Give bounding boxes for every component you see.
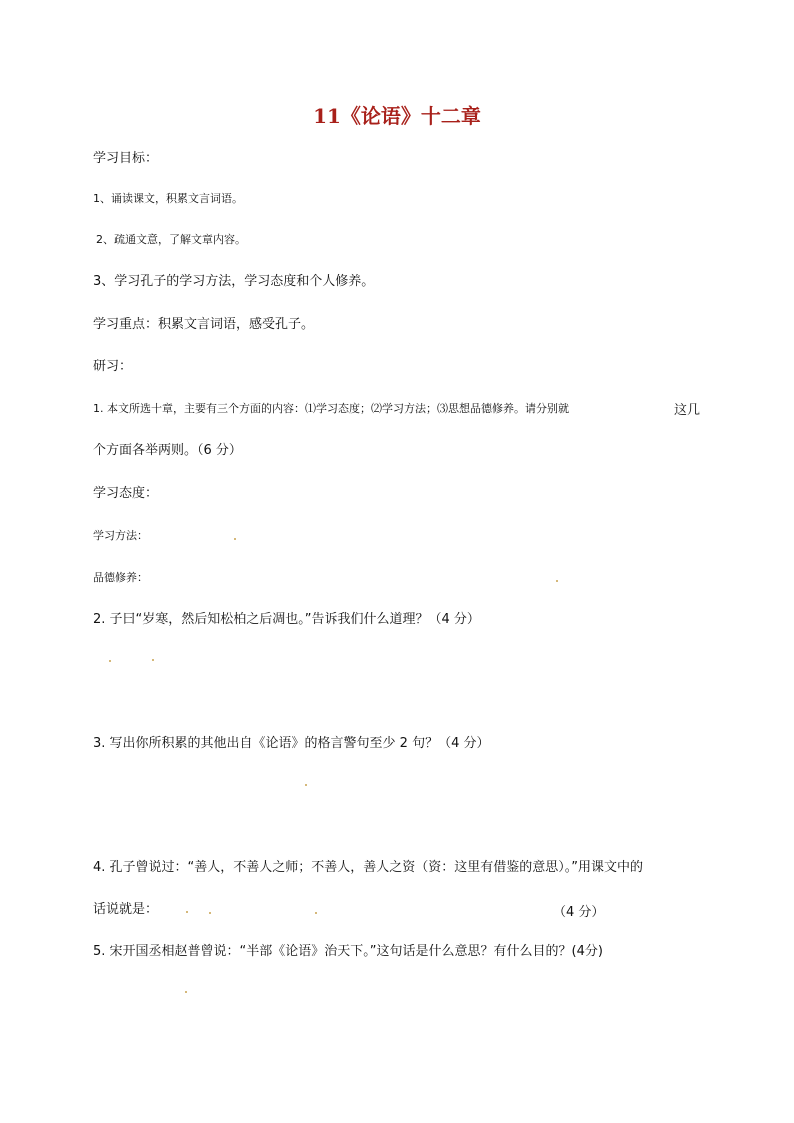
answer-label-virtue: 品德修养： xyxy=(93,571,148,584)
question-4-text: 4. 孔子曾说过：“善人，不善人之师；不善人，善人之资（资：这里有借鉴的意思）。”用课文中的 xyxy=(93,860,644,875)
question-4-text-cont: 话说就是： xyxy=(93,902,159,917)
objective-3: 3、学习孔子的学习方法，学习态度和个人修养。 xyxy=(93,274,375,289)
answer-mark xyxy=(185,991,187,993)
answer-mark xyxy=(186,911,188,913)
question-1-text-end: 这几 xyxy=(674,403,701,418)
key-points: 学习重点：积累文言词语，感受孔子。 xyxy=(93,317,315,332)
answer-mark xyxy=(209,912,211,914)
objective-1: 1、诵读课文，积累文言词语。 xyxy=(93,192,243,205)
answer-label-attitude: 学习态度： xyxy=(93,486,159,501)
question-5: 5. 宋开国丞相赵普曾说：“半部《论语》治天下。”这句话是什么意思？有什么目的？(4分) xyxy=(93,944,603,959)
question-1-text-cont: 个方面各举两则。（6 分） xyxy=(93,443,242,458)
question-2: 2. 子曰“岁寒，然后知松柏之后凋也。”告诉我们什么道理？（4 分） xyxy=(93,612,480,627)
objectives-heading: 学习目标： xyxy=(93,151,159,166)
answer-mark xyxy=(305,784,307,786)
question-4-score: （4 分） xyxy=(553,905,605,920)
answer-mark xyxy=(315,912,317,914)
question-3: 3. 写出你所积累的其他出自《论语》的格言警句至少 2 句？（4 分） xyxy=(93,736,490,751)
answer-label-method: 学习方法： xyxy=(93,529,148,542)
objective-2: 2、疏通文意，了解文章内容。 xyxy=(96,233,246,246)
answer-mark xyxy=(152,659,154,661)
answer-mark xyxy=(556,580,558,582)
question-1-text: 1. 本文所选十章，主要有三个方面的内容：⑴学习态度；⑵学习方法；⑶思想品德修养。请分别就 xyxy=(93,402,569,415)
study-heading: 研习： xyxy=(93,359,133,374)
answer-mark xyxy=(234,538,236,540)
answer-mark xyxy=(109,660,111,662)
document-title: 11《论语》十二章 xyxy=(313,104,481,128)
